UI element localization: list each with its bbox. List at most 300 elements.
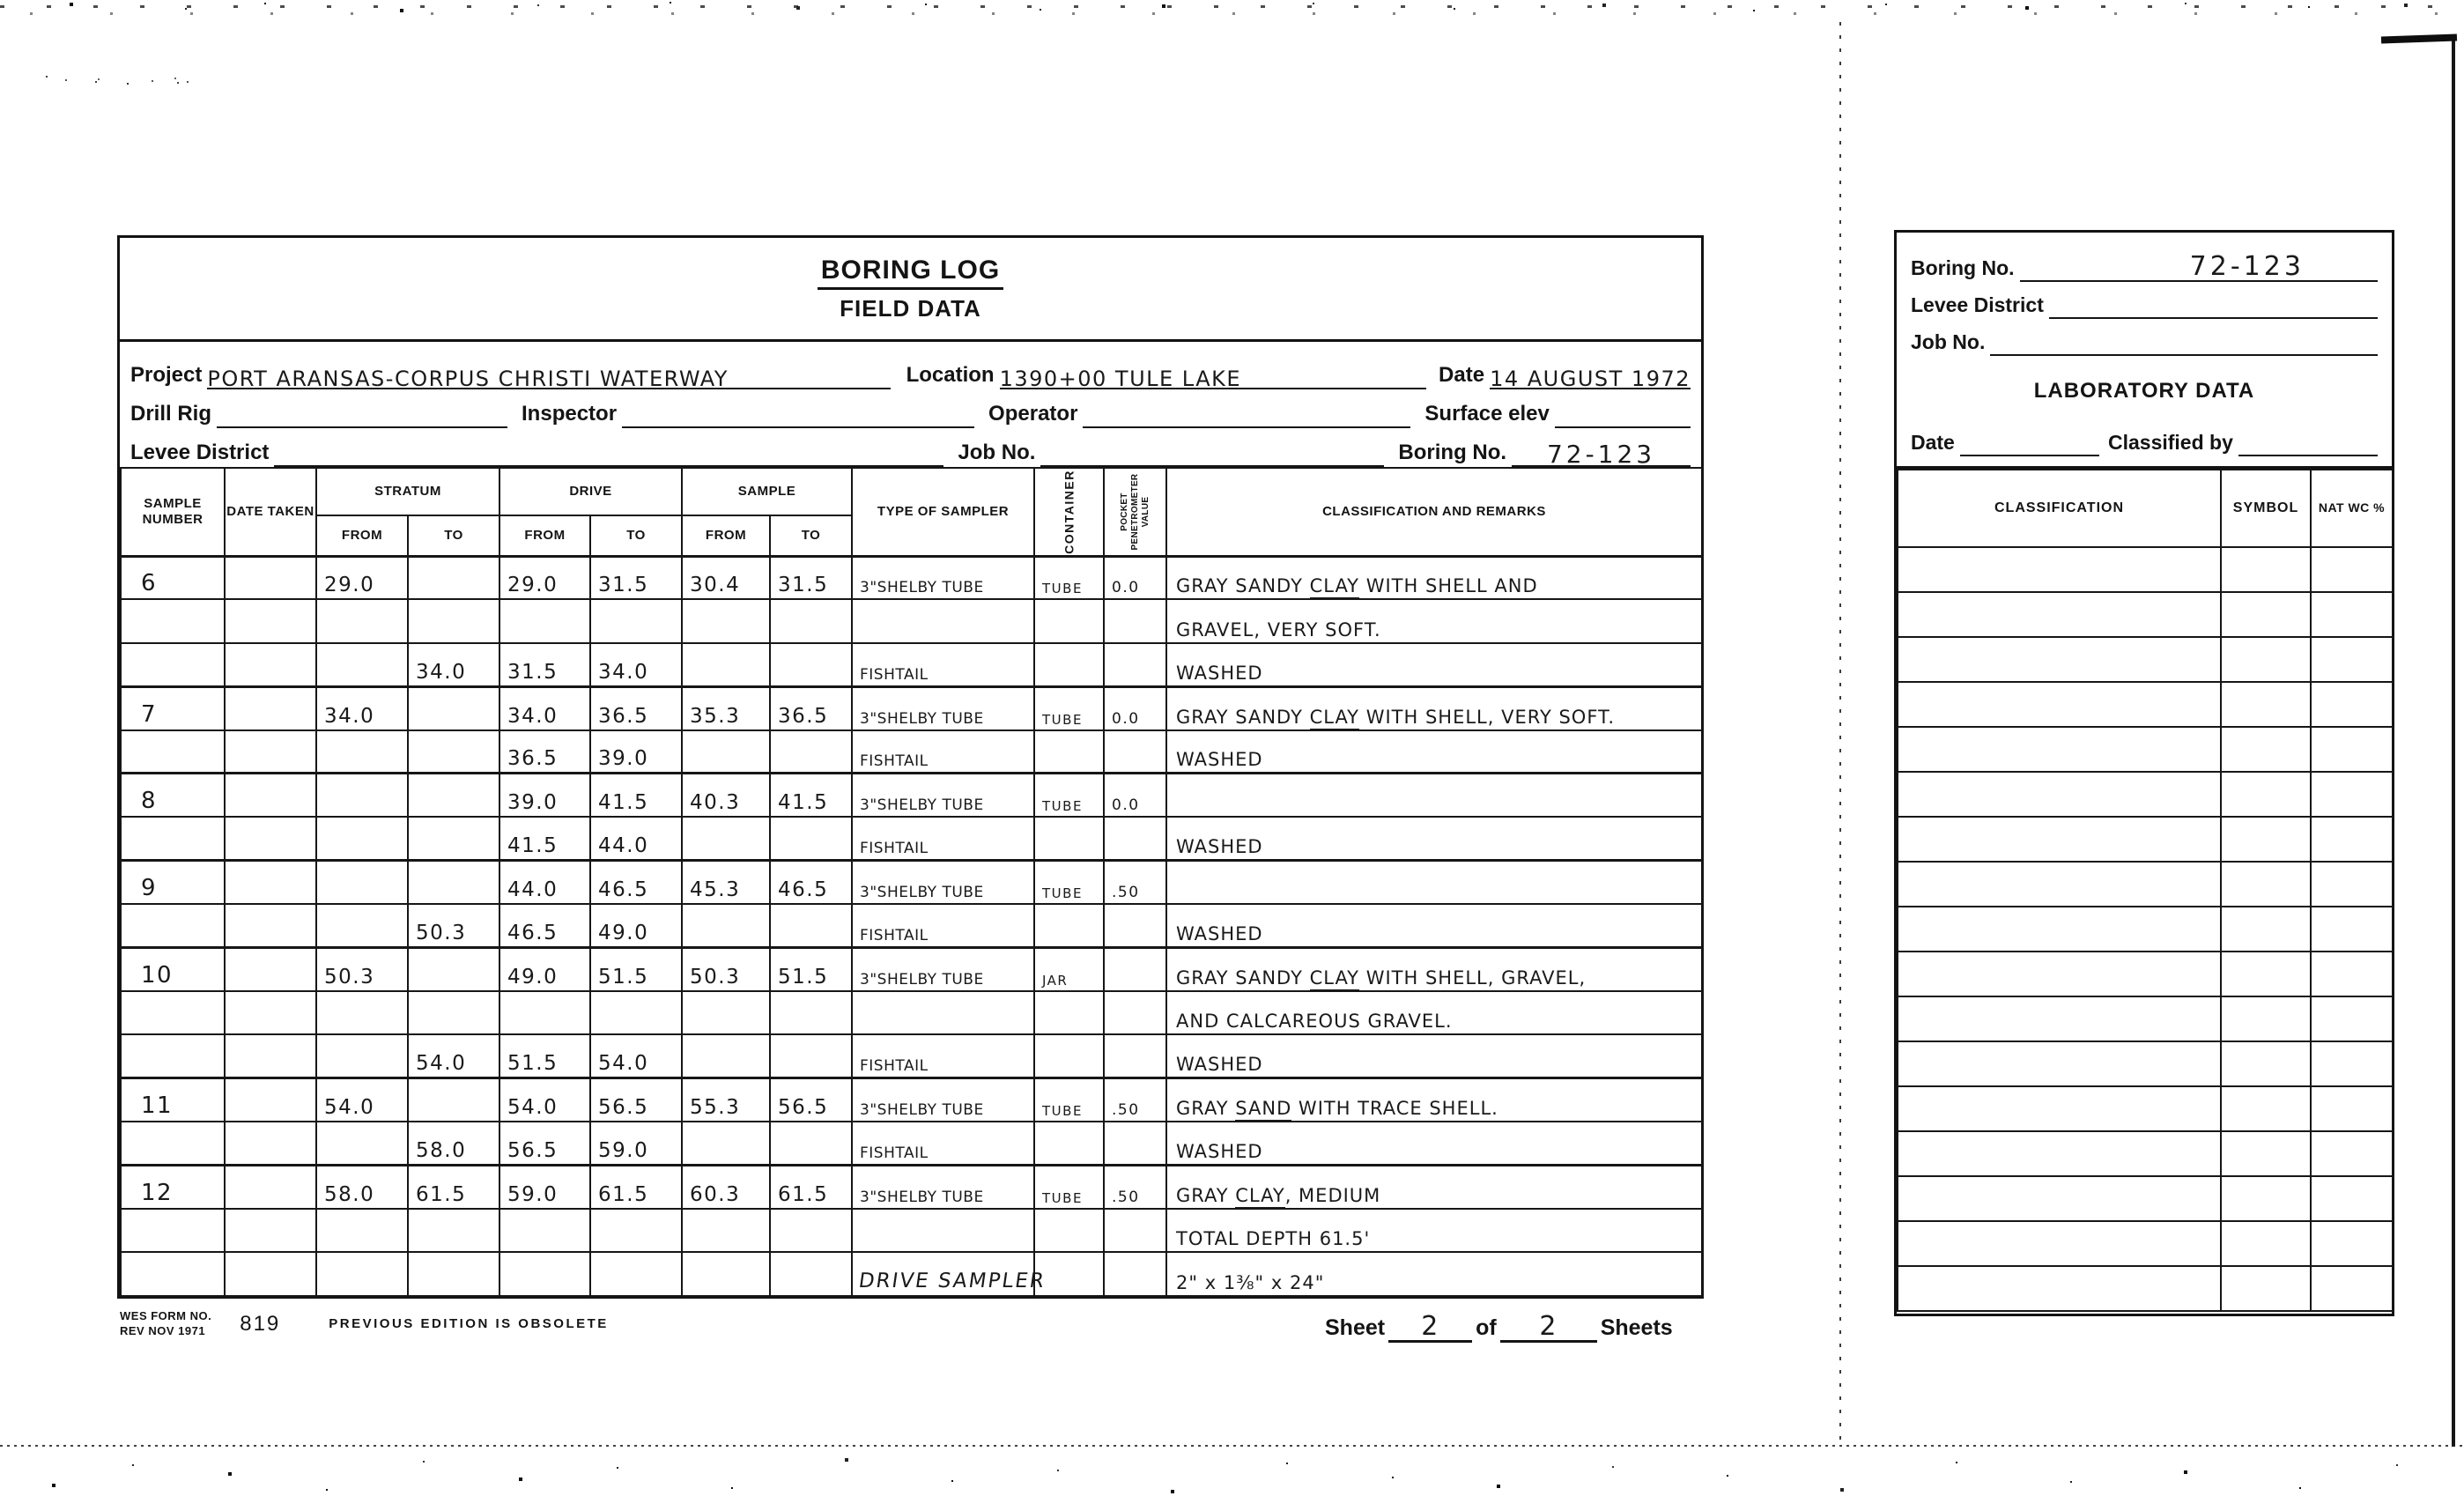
lab-empty-cell bbox=[2311, 682, 2393, 727]
cell-sampler: FISHTAIL bbox=[852, 643, 1034, 686]
surface-elev-label: Surface elev bbox=[1424, 402, 1550, 426]
cell-stratum_from bbox=[316, 774, 408, 817]
cell-sampler: FISHTAIL bbox=[852, 817, 1034, 860]
lab-card-header bbox=[1897, 233, 2392, 469]
cell-drive_from: 34.0 bbox=[499, 686, 590, 729]
cell-sample_from bbox=[682, 817, 770, 860]
sheet-label: Sheet bbox=[1325, 1315, 1386, 1340]
lab-empty-cell bbox=[2221, 637, 2311, 682]
lab-levee-district-field bbox=[2049, 291, 2378, 319]
cell-remarks: WASHED bbox=[1166, 643, 1702, 686]
cell-sampler: FISHTAIL bbox=[852, 904, 1034, 947]
cell-pen bbox=[1104, 730, 1166, 774]
lab-classified-by-label: Classified by bbox=[2107, 431, 2233, 454]
cell-remarks bbox=[1166, 774, 1702, 817]
lab-empty-cell bbox=[2311, 547, 2393, 592]
cell-stratum_from bbox=[316, 1122, 408, 1165]
cell-drive_from: 49.0 bbox=[499, 948, 590, 991]
cell-drive_from: 56.5 bbox=[499, 1122, 590, 1165]
info-row-project bbox=[130, 347, 1691, 389]
project-label: Project bbox=[130, 363, 203, 387]
cell-pen bbox=[1104, 1034, 1166, 1078]
cell-sample_to: 61.5 bbox=[770, 1165, 852, 1208]
boring-log-form bbox=[117, 235, 1704, 1299]
laboratory-data-card bbox=[1894, 230, 2394, 1316]
lab-empty-cell bbox=[2311, 637, 2393, 682]
cell-sample: 6 bbox=[121, 556, 225, 599]
info-row-levee bbox=[130, 428, 1691, 467]
cell-sample_to bbox=[770, 730, 852, 774]
cell-sample_to: 46.5 bbox=[770, 861, 852, 904]
cell-stratum_from bbox=[316, 861, 408, 904]
cell-pen bbox=[1104, 948, 1166, 991]
cell-drive_to: 46.5 bbox=[590, 861, 682, 904]
lab-empty-cell bbox=[1898, 1041, 2221, 1086]
cell-stratum_from bbox=[316, 991, 408, 1034]
lab-empty-cell bbox=[1898, 817, 2221, 862]
cell-drive_to: 39.0 bbox=[590, 730, 682, 774]
boring-no-label: Boring No. bbox=[1398, 441, 1507, 464]
cell-stratum_to bbox=[408, 599, 499, 642]
cell-date bbox=[225, 861, 316, 904]
bottom-page-edge-dotted bbox=[0, 1445, 2464, 1447]
cell-sample bbox=[121, 599, 225, 642]
container-vertical-label: CONTAINER bbox=[1062, 469, 1077, 554]
cell-sample_from: 55.3 bbox=[682, 1078, 770, 1122]
drill-rig-label: Drill Rig bbox=[130, 402, 212, 426]
cell-sample_from bbox=[682, 991, 770, 1034]
cell-stratum_from: 54.0 bbox=[316, 1078, 408, 1122]
cell-sample bbox=[121, 1034, 225, 1078]
cell-remarks: GRAVEL, VERY SOFT. bbox=[1166, 599, 1702, 642]
col-header-sample-number: SAMPLE NUMBER bbox=[121, 468, 225, 556]
cell-pen: .50 bbox=[1104, 1078, 1166, 1122]
cell-stratum_to bbox=[408, 991, 499, 1034]
cell-sample_to: 51.5 bbox=[770, 948, 852, 991]
cell-sampler: 3"SHELBY TUBE bbox=[852, 556, 1034, 599]
col-header-sample: SAMPLE bbox=[682, 468, 852, 515]
cell-sample_from: 35.3 bbox=[682, 686, 770, 729]
cell-container bbox=[1034, 991, 1104, 1034]
form-footer bbox=[120, 1309, 609, 1339]
cell-drive_from bbox=[499, 1209, 590, 1252]
cell-stratum_to bbox=[408, 556, 499, 599]
cell-pen: .50 bbox=[1104, 861, 1166, 904]
cell-sample bbox=[121, 817, 225, 860]
cell-drive_to bbox=[590, 599, 682, 642]
cell-stratum_to bbox=[408, 861, 499, 904]
cell-remarks: 2" x 1⅜" x 24" bbox=[1166, 1252, 1702, 1295]
cell-sample_from: 45.3 bbox=[682, 861, 770, 904]
cell-container bbox=[1034, 643, 1104, 686]
cell-sampler: 3"SHELBY TUBE bbox=[852, 686, 1034, 729]
cell-date bbox=[225, 904, 316, 947]
boring-table-row bbox=[121, 556, 1702, 599]
lab-levee-district-label: Levee District bbox=[1911, 293, 2044, 316]
cell-container bbox=[1034, 1209, 1104, 1252]
cell-sample bbox=[121, 991, 225, 1034]
cell-stratum_from: 29.0 bbox=[316, 556, 408, 599]
cell-container: JAR bbox=[1034, 948, 1104, 991]
scan-noise-top bbox=[0, 5, 2464, 8]
cell-sample bbox=[121, 904, 225, 947]
cell-date bbox=[225, 1034, 316, 1078]
cell-sample bbox=[121, 1252, 225, 1295]
lab-job-no-field bbox=[1990, 328, 2378, 356]
cell-drive_from bbox=[499, 1252, 590, 1295]
date-value: 14 AUGUST 1972 bbox=[1490, 367, 1691, 389]
cell-pen: 0.0 bbox=[1104, 686, 1166, 729]
col-header-type-of-sampler: TYPE OF SAMPLER bbox=[852, 468, 1034, 556]
lab-empty-cell bbox=[2221, 1131, 2311, 1176]
wes-form-no bbox=[120, 1309, 211, 1339]
operator-label: Operator bbox=[988, 402, 1078, 426]
cell-drive_from: 51.5 bbox=[499, 1034, 590, 1078]
cell-sample bbox=[121, 643, 225, 686]
perforation-dotted-line bbox=[1839, 22, 1841, 1448]
cell-container bbox=[1034, 599, 1104, 642]
info-row-drill bbox=[130, 389, 1691, 428]
col-header-classification: CLASSIFICATION AND REMARKS bbox=[1166, 468, 1702, 556]
cell-remarks: WASHED bbox=[1166, 730, 1702, 774]
cell-stratum_to bbox=[408, 686, 499, 729]
cell-drive_to: 31.5 bbox=[590, 556, 682, 599]
cell-date bbox=[225, 730, 316, 774]
cell-stratum_from bbox=[316, 817, 408, 860]
form-info-block bbox=[120, 342, 1701, 467]
cell-sampler: 3"SHELBY TUBE bbox=[852, 1165, 1034, 1208]
cell-sample: 12 bbox=[121, 1165, 225, 1208]
cell-sample_from: 40.3 bbox=[682, 774, 770, 817]
lab-empty-cell bbox=[2221, 592, 2311, 637]
lab-empty-cell bbox=[1898, 907, 2221, 952]
cell-sample bbox=[121, 730, 225, 774]
cell-stratum_to: 50.3 bbox=[408, 904, 499, 947]
col-header-container bbox=[1034, 468, 1104, 556]
cell-stratum_to bbox=[408, 730, 499, 774]
cell-sample_to bbox=[770, 904, 852, 947]
boring-table-row bbox=[121, 861, 1702, 904]
cell-stratum_from bbox=[316, 1252, 408, 1295]
cell-stratum_to bbox=[408, 774, 499, 817]
cell-pen: 0.0 bbox=[1104, 556, 1166, 599]
lab-empty-cell bbox=[1898, 1176, 2221, 1221]
cell-container: TUBE bbox=[1034, 556, 1104, 599]
lab-empty-cell bbox=[1898, 862, 2221, 907]
cell-remarks: TOTAL DEPTH 61.5' bbox=[1166, 1209, 1702, 1252]
lab-empty-cell bbox=[1898, 772, 2221, 817]
cell-stratum_to bbox=[408, 817, 499, 860]
cell-pen bbox=[1104, 643, 1166, 686]
lab-empty-cell bbox=[2311, 772, 2393, 817]
col-header-sample-to: TO bbox=[770, 515, 852, 556]
lab-empty-cell bbox=[2221, 1086, 2311, 1131]
cell-sample_from bbox=[682, 599, 770, 642]
cell-sample_from bbox=[682, 904, 770, 947]
cell-drive_from: 59.0 bbox=[499, 1165, 590, 1208]
lab-empty-cell bbox=[2221, 1266, 2311, 1311]
cell-remarks bbox=[1166, 861, 1702, 904]
boring-table-row bbox=[121, 599, 1702, 642]
lab-levee-district-row bbox=[1911, 282, 2378, 319]
cell-sample: 10 bbox=[121, 948, 225, 991]
cell-sample_to: 36.5 bbox=[770, 686, 852, 729]
cell-pen bbox=[1104, 904, 1166, 947]
cell-sample_to bbox=[770, 643, 852, 686]
cell-pen bbox=[1104, 1122, 1166, 1165]
pocket-penetrometer-vertical-label: POCKET PENETROMETER VALUE bbox=[1119, 473, 1151, 551]
cell-sampler: 3"SHELBY TUBE bbox=[852, 861, 1034, 904]
job-no-field bbox=[1040, 435, 1384, 467]
cell-sampler: FISHTAIL bbox=[852, 1122, 1034, 1165]
cell-container: TUBE bbox=[1034, 774, 1104, 817]
cell-stratum_from: 50.3 bbox=[316, 948, 408, 991]
cell-sample: 9 bbox=[121, 861, 225, 904]
cell-remarks: WASHED bbox=[1166, 1034, 1702, 1078]
cell-stratum_from bbox=[316, 730, 408, 774]
cell-date bbox=[225, 991, 316, 1034]
lab-empty-cell bbox=[2311, 1221, 2393, 1266]
cell-container: TUBE bbox=[1034, 1078, 1104, 1122]
total-sheets-value: 2 bbox=[1539, 1311, 1558, 1342]
lab-empty-cell bbox=[2221, 1221, 2311, 1266]
cell-date bbox=[225, 643, 316, 686]
cell-stratum_from bbox=[316, 904, 408, 947]
job-no-label: Job No. bbox=[958, 441, 1036, 464]
cell-sample_to bbox=[770, 1122, 852, 1165]
cell-drive_from: 36.5 bbox=[499, 730, 590, 774]
cell-container bbox=[1034, 1122, 1104, 1165]
boring-table-row bbox=[121, 1165, 1702, 1208]
lab-empty-cell bbox=[2311, 862, 2393, 907]
cell-drive_to: 49.0 bbox=[590, 904, 682, 947]
cell-sample_from: 50.3 bbox=[682, 948, 770, 991]
cell-drive_to bbox=[590, 991, 682, 1034]
cell-drive_to: 51.5 bbox=[590, 948, 682, 991]
lab-empty-cell bbox=[1898, 1266, 2221, 1311]
cell-sample_to bbox=[770, 817, 852, 860]
lab-empty-cell bbox=[2221, 682, 2311, 727]
cell-drive_from: 46.5 bbox=[499, 904, 590, 947]
of-label: of bbox=[1476, 1315, 1497, 1340]
lab-empty-cell bbox=[2221, 952, 2311, 996]
col-header-drive-to: TO bbox=[590, 515, 682, 556]
scan-pencil-marks bbox=[46, 76, 48, 78]
cell-date bbox=[225, 1078, 316, 1122]
cell-stratum_from bbox=[316, 1209, 408, 1252]
cell-date bbox=[225, 774, 316, 817]
cell-stratum_to bbox=[408, 1252, 499, 1295]
right-page-edge-top bbox=[2381, 34, 2457, 44]
cell-stratum_to: 61.5 bbox=[408, 1165, 499, 1208]
cell-date bbox=[225, 1165, 316, 1208]
sheet-number-value: 2 bbox=[1421, 1311, 1439, 1342]
boring-table-row bbox=[121, 1122, 1702, 1165]
cell-remarks: WASHED bbox=[1166, 904, 1702, 947]
lab-job-no-row bbox=[1911, 319, 2378, 356]
lab-empty-cell bbox=[2311, 592, 2393, 637]
location-value: 1390+00 TULE LAKE bbox=[999, 367, 1242, 389]
wes-form-line1: WES FORM NO. bbox=[120, 1309, 212, 1322]
lab-table-row bbox=[1898, 907, 2393, 952]
lab-empty-cell bbox=[2311, 1131, 2393, 1176]
col-header-stratum-to: TO bbox=[408, 515, 499, 556]
cell-date bbox=[225, 686, 316, 729]
cell-container: TUBE bbox=[1034, 686, 1104, 729]
date-field bbox=[1490, 358, 1691, 389]
cell-pen bbox=[1104, 991, 1166, 1034]
cell-date bbox=[225, 1209, 316, 1252]
lab-table-row bbox=[1898, 862, 2393, 907]
cell-drive_from: 39.0 bbox=[499, 774, 590, 817]
col-header-date-taken: DATE TAKEN bbox=[225, 468, 316, 556]
cell-drive_to: 59.0 bbox=[590, 1122, 682, 1165]
cell-sample_from: 30.4 bbox=[682, 556, 770, 599]
cell-stratum_from bbox=[316, 643, 408, 686]
boring-log-table bbox=[120, 467, 1703, 1297]
lab-table-row bbox=[1898, 547, 2393, 592]
lab-table-row bbox=[1898, 1176, 2393, 1221]
cell-sampler: 3"SHELBY TUBE bbox=[852, 774, 1034, 817]
cell-sample_to bbox=[770, 1252, 852, 1295]
lab-table-row bbox=[1898, 727, 2393, 772]
date-label: Date bbox=[1439, 363, 1485, 387]
cell-pen: 0.0 bbox=[1104, 774, 1166, 817]
lab-empty-cell bbox=[1898, 1221, 2221, 1266]
cell-sampler: 3"SHELBY TUBE bbox=[852, 948, 1034, 991]
cell-sample bbox=[121, 1209, 225, 1252]
cell-sample_from bbox=[682, 730, 770, 774]
lab-job-no-label: Job No. bbox=[1911, 330, 1986, 353]
lab-empty-cell bbox=[2221, 1041, 2311, 1086]
sheet-number-field bbox=[1388, 1309, 1472, 1343]
cell-container: TUBE bbox=[1034, 1165, 1104, 1208]
boring-table-row bbox=[121, 774, 1702, 817]
cell-drive_from: 29.0 bbox=[499, 556, 590, 599]
lab-data-table bbox=[1897, 469, 2394, 1312]
cell-remarks: GRAY SANDY CLAY WITH SHELL, VERY SOFT. bbox=[1166, 686, 1702, 729]
lab-table-row bbox=[1898, 592, 2393, 637]
lab-table-row bbox=[1898, 1266, 2393, 1311]
cell-pen bbox=[1104, 599, 1166, 642]
lab-empty-cell bbox=[1898, 996, 2221, 1041]
cell-remarks: GRAY SAND WITH TRACE SHELL. bbox=[1166, 1078, 1702, 1122]
col-header-drive: DRIVE bbox=[499, 468, 682, 515]
lab-table-row bbox=[1898, 772, 2393, 817]
cell-sample_from: 60.3 bbox=[682, 1165, 770, 1208]
obsolete-note: PREVIOUS EDITION IS OBSOLETE bbox=[329, 1316, 609, 1332]
lab-empty-cell bbox=[1898, 727, 2221, 772]
cell-sample: 11 bbox=[121, 1078, 225, 1122]
cell-container bbox=[1034, 730, 1104, 774]
boring-table-row bbox=[121, 991, 1702, 1034]
form-title-block bbox=[120, 238, 1701, 342]
lab-card-title: LABORATORY DATA bbox=[2033, 379, 2255, 403]
cell-sampler: 3"SHELBY TUBE bbox=[852, 1078, 1034, 1122]
cell-remarks: GRAY SANDY CLAY WITH SHELL AND bbox=[1166, 556, 1702, 599]
lab-table-row bbox=[1898, 682, 2393, 727]
lab-empty-cell bbox=[2311, 952, 2393, 996]
lab-empty-cell bbox=[2311, 907, 2393, 952]
operator-field bbox=[1083, 396, 1410, 428]
levee-district-field bbox=[274, 435, 943, 467]
cell-sample_from bbox=[682, 1252, 770, 1295]
lab-empty-cell bbox=[2311, 1041, 2393, 1086]
lab-empty-cell bbox=[2221, 727, 2311, 772]
cell-pen bbox=[1104, 1209, 1166, 1252]
project-field bbox=[207, 358, 890, 389]
cell-stratum_to bbox=[408, 1078, 499, 1122]
lab-empty-cell bbox=[2311, 1086, 2393, 1131]
col-header-stratum-from: FROM bbox=[316, 515, 408, 556]
cell-remarks: GRAY CLAY, MEDIUM bbox=[1166, 1165, 1702, 1208]
cell-sample_to: 41.5 bbox=[770, 774, 852, 817]
cell-sampler bbox=[852, 991, 1034, 1034]
lab-empty-cell bbox=[2311, 727, 2393, 772]
cell-remarks: AND CALCAREOUS GRAVEL. bbox=[1166, 991, 1702, 1034]
location-field bbox=[1000, 358, 1426, 389]
cell-stratum_to bbox=[408, 1209, 499, 1252]
cell-drive_to: 36.5 bbox=[590, 686, 682, 729]
inspector-field bbox=[622, 396, 974, 428]
boring-no-value: 72-123 bbox=[1546, 440, 1656, 467]
scan-specks-bottom bbox=[0, 1454, 2, 1455]
boring-table-row bbox=[121, 686, 1702, 729]
boring-table-row bbox=[121, 817, 1702, 860]
cell-date bbox=[225, 1122, 316, 1165]
cell-drive_from bbox=[499, 599, 590, 642]
cell-sample_from bbox=[682, 643, 770, 686]
cell-stratum_from: 58.0 bbox=[316, 1165, 408, 1208]
lab-table-row bbox=[1898, 637, 2393, 682]
lab-col-classification: CLASSIFICATION bbox=[1898, 470, 2221, 547]
cell-container bbox=[1034, 1034, 1104, 1078]
cell-date bbox=[225, 817, 316, 860]
boring-table-row bbox=[121, 643, 1702, 686]
lab-empty-cell bbox=[2221, 817, 2311, 862]
cell-drive_to: 56.5 bbox=[590, 1078, 682, 1122]
cell-sample_to bbox=[770, 1209, 852, 1252]
cell-drive_from: 54.0 bbox=[499, 1078, 590, 1122]
lab-empty-cell bbox=[2221, 996, 2311, 1041]
cell-drive_from: 44.0 bbox=[499, 861, 590, 904]
boring-table-row bbox=[121, 730, 1702, 774]
surface-elev-field bbox=[1555, 396, 1691, 428]
location-label: Location bbox=[906, 363, 995, 387]
cell-remarks: WASHED bbox=[1166, 817, 1702, 860]
lab-empty-cell bbox=[1898, 1131, 2221, 1176]
boring-table-row bbox=[121, 904, 1702, 947]
form-number: 819 bbox=[240, 1311, 281, 1336]
col-header-stratum: STRATUM bbox=[316, 468, 499, 515]
lab-table-row bbox=[1898, 996, 2393, 1041]
lab-empty-cell bbox=[2311, 817, 2393, 862]
cell-sampler bbox=[852, 1209, 1034, 1252]
lab-boring-no-label: Boring No. bbox=[1911, 256, 2015, 279]
cell-stratum_to: 54.0 bbox=[408, 1034, 499, 1078]
cell-sample_to bbox=[770, 599, 852, 642]
cell-stratum_from bbox=[316, 599, 408, 642]
project-value: PORT ARANSAS-CORPUS CHRISTI WATERWAY bbox=[207, 367, 729, 389]
cell-drive_to: 41.5 bbox=[590, 774, 682, 817]
boring-table-row bbox=[121, 1078, 1702, 1122]
lab-empty-cell bbox=[2221, 547, 2311, 592]
form-title: BORING LOG bbox=[818, 256, 1003, 290]
lab-date-field bbox=[1960, 428, 2099, 456]
lab-empty-cell bbox=[2311, 996, 2393, 1041]
cell-date bbox=[225, 599, 316, 642]
cell-sampler: DRIVE SAMPLER bbox=[849, 1252, 1038, 1295]
